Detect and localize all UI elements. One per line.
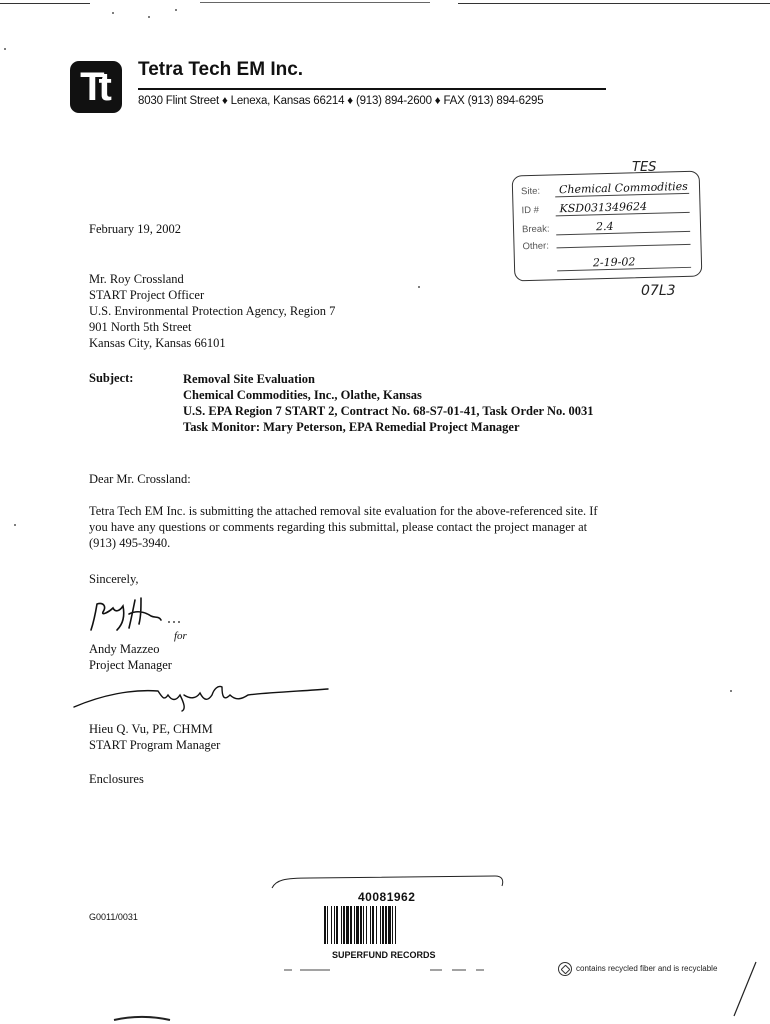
stamp-top-mark: TES — [632, 160, 657, 175]
stamp-label: Other: — [522, 240, 550, 253]
stamp-value: Chemical Commodities — [555, 180, 689, 198]
body-line: Tetra Tech EM Inc. is submitting the attached removal site evaluation for the above-referenced site. If — [89, 504, 598, 518]
barcode-bar — [334, 906, 335, 944]
scan-artifact-line — [0, 3, 90, 4]
scan-speck — [14, 524, 16, 526]
recipient-line: Kansas City, Kansas 66101 — [89, 336, 226, 350]
stamp-value — [557, 244, 691, 249]
recycled-paper-note — [558, 962, 717, 976]
scan-speck — [175, 9, 177, 11]
letter-body — [89, 503, 598, 551]
barcode-bar — [324, 906, 326, 944]
stamp-row-date — [523, 254, 695, 276]
barcode-bar — [372, 906, 374, 944]
barcode-bar — [341, 906, 342, 944]
recipient-line: U.S. Environmental Protection Agency, Region 7 — [89, 304, 336, 318]
barcode-bar — [356, 906, 359, 944]
signer2-name: Hieu Q. Vu, PE, CHMM — [89, 722, 213, 736]
stamp-label: ID # — [521, 204, 540, 217]
recycle-icon — [558, 962, 572, 976]
closing: Sincerely, — [89, 572, 139, 586]
signature-andy-mazzeo — [89, 590, 209, 634]
scan-speck — [4, 48, 6, 50]
recycle-text: contains recycled fiber and is recyclable — [576, 964, 718, 974]
subject-label: Subject: — [89, 371, 134, 385]
margin-mark — [728, 960, 758, 1020]
enclosures-note: Enclosures — [89, 772, 144, 786]
scan-speck — [418, 286, 420, 288]
company-name: Tetra Tech EM Inc. — [138, 59, 304, 80]
barcode-bar — [392, 906, 393, 944]
document-code: G0011/0031 — [89, 912, 138, 922]
signer2-block — [89, 721, 220, 753]
stamp-bottom-mark: 07L3 — [641, 283, 676, 299]
barcode-bar — [388, 906, 391, 944]
scan-speck — [112, 12, 114, 14]
stamp-value: 2.4 — [556, 218, 690, 236]
barcode-bar — [376, 906, 377, 944]
subject-line: U.S. EPA Region 7 START 2, Contract No. 68-S7-01-41, Task Order No. 0031 — [183, 404, 594, 418]
signer1-title: Project Manager — [89, 658, 172, 672]
barcode-bar — [336, 906, 338, 944]
barcode-bar — [350, 906, 352, 944]
barcode-bar — [363, 906, 364, 944]
recipient-line: START Project Officer — [89, 288, 205, 302]
subject-block — [183, 371, 593, 435]
company-logo: Tt — [70, 61, 122, 113]
signer2-title: START Program Manager — [89, 738, 221, 752]
body-line: you have any questions or comments regarding this submittal, please contact the project manager at — [89, 520, 588, 534]
scan-artifact-smudge — [112, 1012, 172, 1024]
letterhead-divider — [138, 88, 606, 90]
recipient-line: 901 North 5th Street — [89, 320, 192, 334]
scan-speck — [148, 16, 150, 18]
subject-line: Chemical Commodities, Inc., Olathe, Kansas — [183, 388, 422, 402]
scan-artifact-line — [200, 2, 430, 3]
recipient-address — [89, 271, 335, 351]
subject-line: Removal Site Evaluation — [183, 372, 315, 386]
stamp-label — [523, 267, 557, 268]
barcode-bar — [331, 906, 332, 944]
barcode-bar — [346, 906, 349, 944]
barcode-bar — [354, 906, 355, 944]
stamp-label: Break: — [521, 223, 550, 236]
body-line: (913) 495-3940. — [89, 536, 171, 550]
barcode-bar — [366, 906, 367, 944]
barcode-bar — [385, 906, 387, 944]
records-stamp — [512, 171, 703, 282]
scan-speck — [730, 690, 732, 692]
signer1-name: Andy Mazzeo — [89, 642, 160, 656]
stamp-value: 2-19-02 — [557, 254, 691, 272]
signer1-block — [89, 641, 172, 673]
scan-artifact-line — [458, 3, 770, 4]
barcode-bar — [370, 906, 371, 944]
barcode-bar — [343, 906, 345, 944]
letter-date: February 19, 2002 — [89, 222, 181, 236]
signature-hieu-vu — [72, 677, 332, 713]
company-address: 8030 Flint Street ♦ Lenexa, Kansas 66214 ♦ (913) 894-2600 ♦ FAX (913) 894-6295 — [138, 95, 544, 107]
barcode-bar — [382, 906, 384, 944]
barcode-number: 40081962 — [358, 890, 416, 904]
barcode-icon — [322, 906, 452, 944]
barcode-bar — [360, 906, 362, 944]
subject-line: Task Monitor: Mary Peterson, EPA Remedial Project Manager — [183, 420, 520, 434]
recipient-line: Mr. Roy Crossland — [89, 272, 184, 286]
barcode-bar — [395, 906, 396, 944]
stamp-value: KSD031349624 — [555, 199, 689, 217]
salutation: Dear Mr. Crossland: — [89, 472, 191, 486]
barcode-bar — [327, 906, 328, 944]
signed-for-note: for — [174, 630, 187, 642]
superfund-records-caption: SUPERFUND RECORDS — [332, 950, 436, 960]
stamp-label: Site: — [520, 185, 541, 198]
barcode-bar — [380, 906, 381, 944]
